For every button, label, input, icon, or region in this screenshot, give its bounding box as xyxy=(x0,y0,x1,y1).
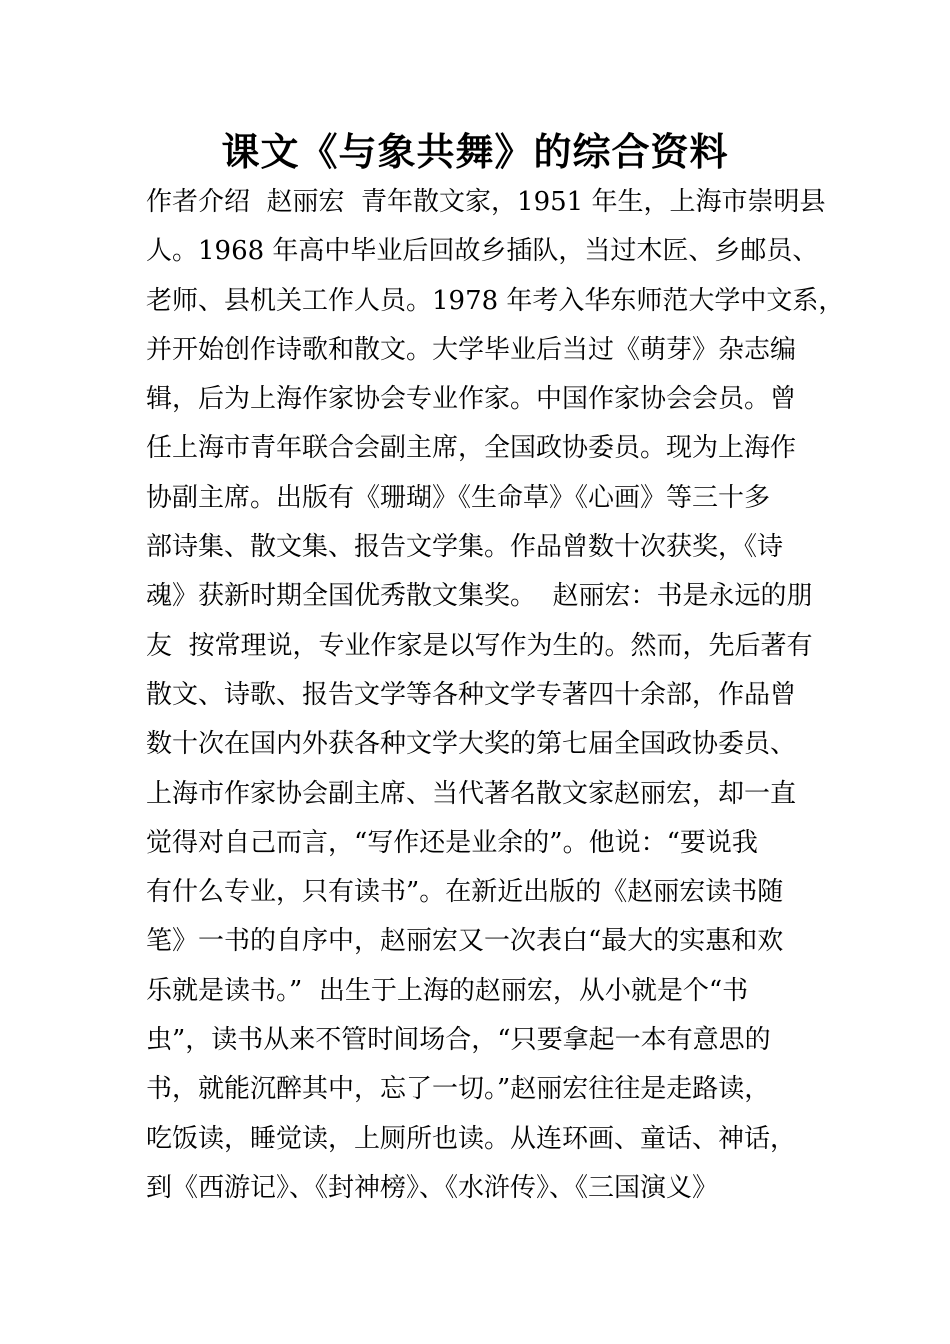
text-line: 部诗集、散文集、报告文学集。作品曾数十次获奖，《诗 xyxy=(146,532,784,563)
document-title: 课文《与象共舞》的综合资料 xyxy=(221,130,729,174)
text-line: 吃饭读，睡觉读，上厕所也读。从连环画、童话、神话， xyxy=(146,1123,797,1154)
text-line: 辑，后为上海作家协会专业作家。中国作家协会会员。曾 xyxy=(146,384,797,415)
text-line: 人。1968 年高中毕业后回故乡插队，当过木匠、乡邮员、 xyxy=(146,236,819,267)
text-line: 任上海市青年联合会副主席，全国政协委员。现为上海作 xyxy=(146,433,797,464)
text-line: 作者介绍 赵丽宏 青年散文家，1951 年生，上海市崇明县 xyxy=(146,187,826,217)
text-line: 笔》一书的自序中，赵丽宏又一次表白“最大的实惠和欢 xyxy=(146,926,784,957)
text-line: 书，就能沉醉其中，忘了一切。”赵丽宏往往是走路读， xyxy=(146,1074,771,1105)
text-line: 有什么专业，只有读书”。在新近出版的《赵丽宏读书随 xyxy=(146,877,784,908)
body-text xyxy=(146,178,845,1213)
text-line: 上海市作家协会副主席、当代著名散文家赵丽宏，却一直 xyxy=(146,778,797,809)
text-line: 到《西游记》、《封神榜》、《水浒传》、《三国演义》 xyxy=(146,1172,719,1203)
text-line: 友 按常理说，专业作家是以写作为生的。然而，先后著有 xyxy=(146,630,813,661)
text-line: 并开始创作诗歌和散文。大学毕业后当过《萌芽》杂志编 xyxy=(146,334,797,365)
text-line: 协副主席。出版有《珊瑚》《生命草》《心画》等三十多 xyxy=(146,482,771,513)
text-line: 虫”，读书从来不管时间场合，“只要拿起一本有意思的 xyxy=(146,1025,771,1056)
text-line: 数十次在国内外获各种文学大奖的第七届全国政协委员、 xyxy=(146,729,797,760)
text-line: 魂》获新时期全国优秀散文集奖。 赵丽宏：书是永远的朋 xyxy=(146,581,813,612)
text-line: 乐就是读书。” 出生于上海的赵丽宏，从小就是个“书 xyxy=(146,975,749,1006)
text-line: 散文、诗歌、报告文学等各种文学专著四十余部，作品曾 xyxy=(146,679,797,710)
text-line: 老师、县机关工作人员。1978 年考入华东师范大学中文系， xyxy=(146,285,845,316)
text-line: 觉得对自己而言，“写作还是业余的”。他说：“要说我 xyxy=(146,827,758,858)
